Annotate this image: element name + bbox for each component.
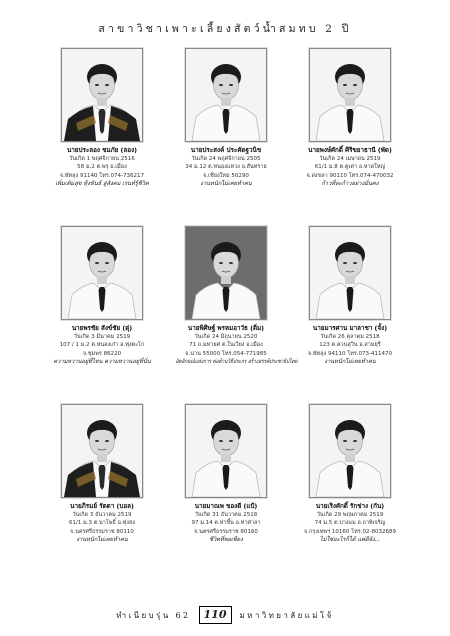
student-birthdate: วันเกิด 24 เมษายน 2519 [319, 156, 381, 162]
student-name: นายประลอง ชมภัย (ลอง) [66, 146, 138, 154]
student-name: นายพงษ์ศักดิ์ ศิริขยาธานี (พัด) [308, 146, 392, 154]
student-info [288, 502, 412, 545]
student-address-line2: จ.พัทลุง 91140 โทร.074-736217 [59, 172, 145, 179]
student-address-line1: 107 / 1 ม.2 ต.หนองเก๋า อ.ทุ่งตะโก [59, 342, 145, 349]
student-birthdate: วันเกิด 3 ธันวาคม 2519 [72, 512, 132, 518]
student-photo [309, 404, 391, 498]
student-name: นายประสงค์ ประคัดฐวนิช [190, 146, 262, 154]
student-photo [185, 48, 267, 142]
portrait-icon [186, 227, 266, 319]
student-address-line2: จ.ชุมพร 86220 [82, 350, 122, 357]
student-address-line2: จ.กรุงเทพฯ 10160 โทร.02-8032689 [303, 528, 396, 535]
student-name: นายมารศาน มาลาชา (จั้ง) [312, 324, 388, 332]
student-name: นายพิศิษฐ์ พรหมอาวัธ (ติ่ม) [187, 324, 265, 332]
student-photo [61, 226, 143, 320]
portrait-icon [186, 49, 266, 141]
portrait-icon [310, 405, 390, 497]
student-name: นายพรชัย สังข์ชัย (ตุ่) [71, 324, 133, 332]
student-address-line1: 74 ม.5 ต.บางแม อ.ถาพิเจริญ [314, 520, 386, 527]
page-number: 110 [199, 606, 232, 624]
student-quote: ไม่ใช่อะไรก็ได้ แต่ดีจัง... [319, 537, 381, 544]
portrait-icon [186, 405, 266, 497]
student-birthdate: วันเกิด 24 พฤศจิกายน 2505 [191, 156, 261, 162]
page-footer [0, 606, 450, 624]
student-photo [185, 226, 267, 320]
student-card [164, 226, 298, 404]
student-address-line2: จ.นครศรีธรรมราช 80110 [70, 528, 134, 535]
student-info [40, 324, 164, 367]
footer-university-label: มหาวิทยาลัยแม่โจ้ [239, 610, 334, 620]
student-card [40, 48, 164, 226]
student-info [288, 324, 412, 367]
student-birthdate: วันเกิด 3 มีนาคม 2519 [73, 334, 131, 340]
student-address-line1: 58 ม.2 ต.พรุ อ.เมือง [77, 164, 127, 171]
student-card [40, 404, 164, 582]
student-info [40, 502, 164, 545]
student-info [164, 502, 288, 545]
student-card [164, 48, 288, 226]
student-quote: ก้าวที่ละก้าวอย่างมั่นคง [321, 181, 379, 188]
student-birthdate: วันเกิด 26 ตุลาคม 2518 [320, 334, 380, 340]
student-address-line2: จ.สงขลา 90110 โทร.074-470032 [306, 172, 394, 179]
student-address-line1: 123 ต.ควนสุวิน อ.สามยุรี [319, 342, 381, 349]
student-address-line1: 61/1 ม.8 ต.คูเต่า อ.หาดใหญ่ [314, 164, 386, 171]
student-address-line1: 61/1 ม.3 ต.นาโพธิ์ อ.ทุ่งสง [68, 520, 136, 527]
student-quote: งานหนักไม่เคยทำคน [324, 359, 376, 366]
student-card [164, 404, 288, 582]
student-quote: ชีวิตที่พอเพียง [209, 537, 243, 544]
student-card [288, 48, 412, 226]
student-birthdate: วันเกิด 31 ธันวาคม 2518 [194, 512, 258, 518]
student-address-line2: จ.พัทลุง 94110 โทร.073-411470 [307, 350, 393, 357]
portrait-icon [62, 227, 142, 319]
student-quote: ความหวานอยู่ที่ไหน ความหวานอยู่ที่นั่น [53, 359, 151, 366]
portrait-icon [310, 49, 390, 141]
student-quote: งานหนักไม่เคยทำคน [76, 537, 128, 544]
student-name: นายภิรมย์ รัตตา (บอล) [70, 502, 134, 510]
footer-yearbook-label: ทำเนียบรุ่น 62 [116, 610, 191, 620]
student-birthdate: วันเกิด 29 พฤษภาคม 2519 [316, 512, 384, 518]
page-title: สาขาวิชาเพาะเลี้ยงสัตว์น้ำสมทบ 2 ปี [98, 23, 352, 35]
student-info [164, 324, 298, 367]
portrait-icon [62, 405, 142, 497]
student-grid [40, 48, 412, 582]
student-card [288, 226, 412, 404]
student-info [40, 146, 164, 189]
student-name: นายเริงศักดิ์ รักช่าง (กัน) [315, 502, 385, 510]
portrait-icon [62, 49, 142, 141]
student-photo [309, 226, 391, 320]
student-quote: เพิ่มเติมสุข ทุ้งขันธ์ สู่สังคม เรนท์รู้ชีวิต [55, 181, 149, 188]
student-birthdate: วันเกิด 24 มิถุนายน 2520 [194, 334, 258, 340]
student-card [288, 404, 412, 582]
student-photo [61, 404, 143, 498]
student-info [164, 146, 288, 189]
student-address-line1: 97 ม.14 ต.ท่าขึ้น อ.ท่าศาลา [191, 520, 261, 527]
student-address-line2: จ.เชียงใหม่ 50290 [203, 172, 249, 179]
student-address-line2: จ.นครศรีธรรมราช 80160 [194, 528, 258, 535]
student-address-line2: จ.น่าน 55000 โทร.054-771985 [185, 350, 267, 357]
student-card [40, 226, 164, 404]
student-photo [61, 48, 143, 142]
student-info [288, 146, 412, 189]
student-birthdate: วันเกิด 1 พฤศจิกายน 2516 [69, 156, 135, 162]
student-quote: อัตลักษณ์แห่งการ ต่อต้านวิธีประกร สร้างสรรค์ประชาธิปไตย [175, 359, 298, 366]
student-photo [309, 48, 391, 142]
student-address-line1: 71 ถ.มหายศ ต.ในเวียง อ.เมือง [189, 342, 263, 349]
portrait-icon [310, 227, 390, 319]
student-address-line1: 34 ม.12 ต.หนองแหวง อ.สันทราย [185, 164, 267, 171]
student-name: นายมาณพ ของดี (แป้) [194, 502, 258, 510]
student-photo [185, 404, 267, 498]
student-quote: งานหนักไม่เคยทำคน [200, 181, 252, 188]
